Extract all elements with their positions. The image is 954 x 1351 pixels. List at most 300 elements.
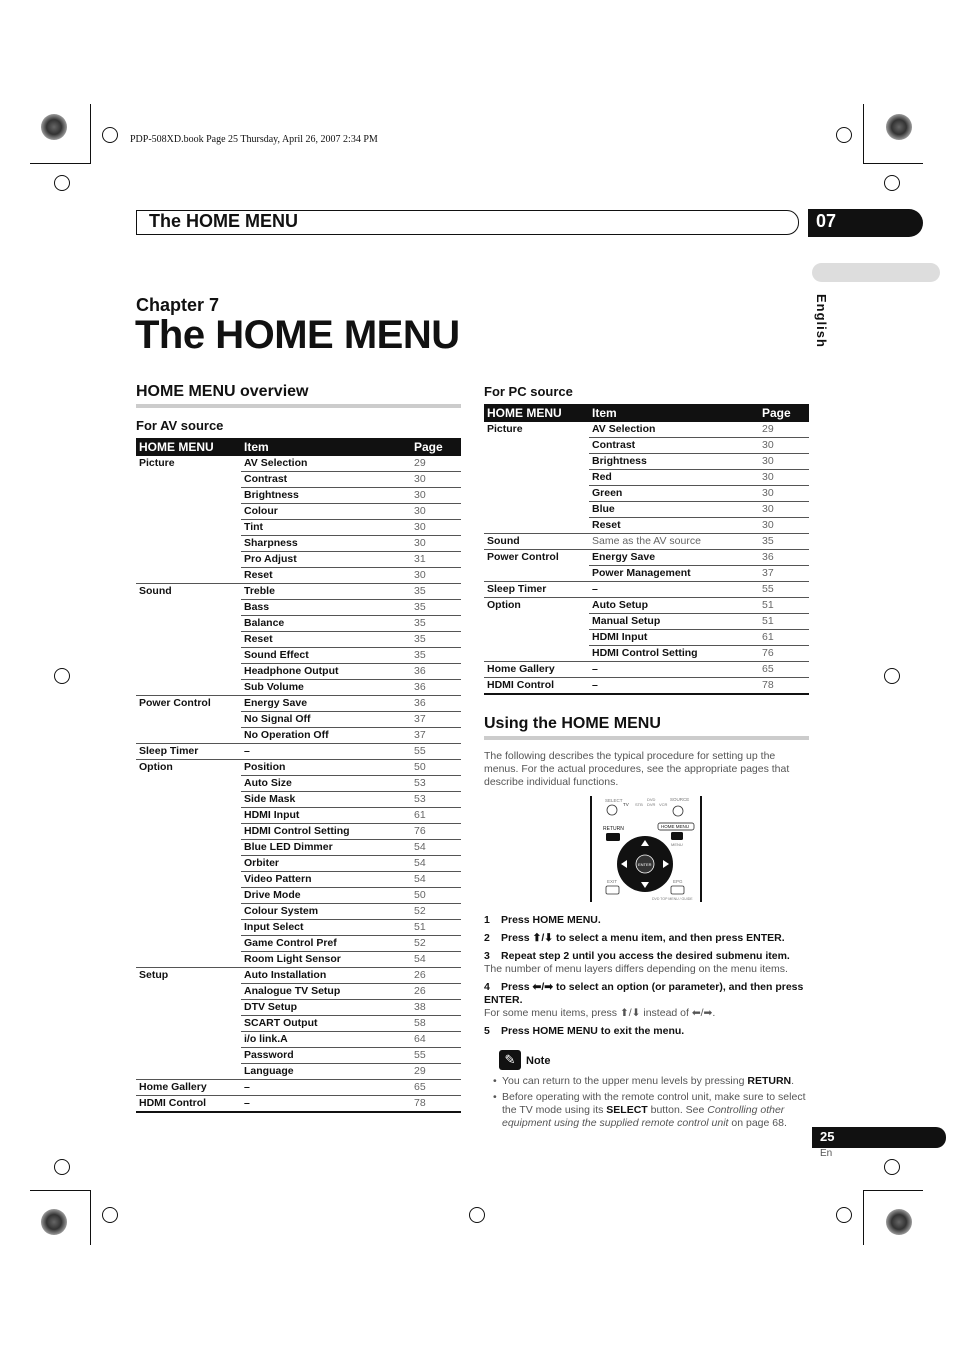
av-source-heading: For AV source	[136, 418, 224, 433]
page-ref: 35	[411, 600, 461, 616]
menu-item: –	[241, 744, 411, 760]
menu-category: Option	[484, 598, 589, 614]
page-ref: 30	[759, 454, 809, 470]
menu-item: Brightness	[241, 488, 411, 504]
registration-disc-icon	[41, 1209, 67, 1235]
registration-target-icon	[54, 668, 70, 684]
menu-item: Same as the AV source	[589, 534, 759, 550]
table-row	[484, 614, 809, 630]
menu-item: Sharpness	[241, 536, 411, 552]
book-info-line: PDP-508XD.book Page 25 Thursday, April 26, 2007 2:34 PM	[130, 134, 378, 145]
page-ref: 54	[411, 840, 461, 856]
page-ref: 65	[759, 662, 809, 678]
page-ref: 51	[759, 614, 809, 630]
page-ref: 78	[411, 1096, 461, 1113]
page-number-badge: 25	[812, 1127, 946, 1148]
table-row	[484, 534, 809, 550]
menu-item: Auto Installation	[241, 968, 411, 984]
remote-home-menu-label: HOME MENU	[661, 824, 689, 829]
menu-item: Colour System	[241, 904, 411, 920]
using-intro: The following describes the typical procedure for setting up the menus. For the actual procedures, see the appropriate pages that describe individual functions.	[484, 750, 790, 788]
menu-item: Manual Setup	[589, 614, 759, 630]
menu-item: Blue LED Dimmer	[241, 840, 411, 856]
menu-category	[136, 872, 241, 888]
page-ref: 35	[411, 584, 461, 600]
menu-category	[136, 1064, 241, 1080]
step-4-note: For some menu items, press ⬆/⬇ instead of ⬅/➡.	[484, 1007, 716, 1019]
note-bullets	[493, 1075, 809, 1130]
remote-control-illustration	[588, 794, 704, 904]
step-5: 5 Press HOME MENU to exit the menu.	[484, 1025, 685, 1037]
menu-item: HDMI Input	[241, 808, 411, 824]
menu-category	[136, 952, 241, 968]
home-menu-button-icon	[671, 832, 683, 840]
menu-item: DTV Setup	[241, 1000, 411, 1016]
menu-category	[136, 520, 241, 536]
crop-mark	[863, 1190, 864, 1245]
remote-dvd-label: DVD	[647, 797, 656, 802]
menu-category	[136, 984, 241, 1000]
menu-category: Home Gallery	[484, 662, 589, 678]
menu-item: SCART Output	[241, 1016, 411, 1032]
table-row	[484, 550, 809, 566]
menu-category	[484, 502, 589, 518]
menu-item: No Signal Off	[241, 712, 411, 728]
page-ref: 30	[411, 536, 461, 552]
page-ref: 50	[411, 760, 461, 776]
menu-item: Password	[241, 1048, 411, 1064]
steps-list	[484, 914, 809, 1038]
table-row	[136, 1048, 461, 1064]
menu-item: Auto Size	[241, 776, 411, 792]
return-button-icon	[606, 833, 620, 841]
page-ref: 31	[411, 552, 461, 568]
step-2: 2 Press ⬆/⬇ to select a menu item, and then press ENTER.	[484, 932, 785, 944]
page-ref: 36	[411, 696, 461, 712]
page-ref: 26	[411, 984, 461, 1000]
menu-category	[136, 600, 241, 616]
menu-item: Reset	[241, 632, 411, 648]
table-row	[136, 568, 461, 584]
menu-category: HDMI Control	[484, 678, 589, 695]
menu-category: Picture	[487, 423, 523, 435]
table-row	[136, 744, 461, 760]
menu-category	[136, 840, 241, 856]
table-row	[136, 664, 461, 680]
remote-enter-label: ENTER	[638, 862, 652, 867]
menu-item: Headphone Output	[241, 664, 411, 680]
page-title: The HOME MENU	[135, 313, 460, 357]
step-3: 3 Repeat step 2 until you access the desired submenu item.	[484, 950, 790, 962]
page-ref: 29	[759, 422, 809, 438]
column-header: Page	[759, 404, 809, 422]
menu-category: Sound	[484, 534, 589, 550]
page-ref: 30	[411, 504, 461, 520]
column-header: HOME MENU	[136, 438, 241, 456]
table-row	[136, 872, 461, 888]
menu-item: Language	[241, 1064, 411, 1080]
menu-item: Green	[589, 486, 759, 502]
registration-disc-icon	[41, 114, 67, 140]
menu-category	[484, 614, 589, 630]
registration-target-icon	[836, 1207, 852, 1223]
table-row	[136, 968, 461, 984]
crop-mark	[90, 104, 91, 164]
page-ref: 54	[411, 872, 461, 888]
menu-item: –	[589, 662, 759, 678]
table-row	[136, 824, 461, 840]
menu-category	[484, 486, 589, 502]
table-row	[484, 470, 809, 486]
registration-target-icon	[54, 175, 70, 191]
using-heading: Using the HOME MENU	[484, 715, 661, 732]
page-ref: 30	[411, 472, 461, 488]
menu-category	[136, 552, 241, 568]
table-row	[136, 504, 461, 520]
menu-category	[136, 568, 241, 584]
heading-rule	[136, 404, 461, 408]
menu-category	[136, 536, 241, 552]
registration-target-icon	[54, 1159, 70, 1175]
table-row	[136, 600, 461, 616]
table-row	[136, 1096, 461, 1113]
page-ref: 52	[411, 904, 461, 920]
overview-heading: HOME MENU overview	[136, 383, 309, 400]
page-ref: 78	[759, 678, 809, 695]
menu-item: HDMI Control Setting	[589, 646, 759, 662]
menu-category	[136, 632, 241, 648]
menu-item: –	[589, 582, 759, 598]
menu-category	[484, 438, 589, 454]
table-row	[136, 840, 461, 856]
crop-mark	[90, 1190, 91, 1245]
page-ref: 51	[759, 598, 809, 614]
menu-item: Power Management	[589, 566, 759, 582]
table-row	[136, 920, 461, 936]
table-row	[136, 760, 461, 776]
page-ref: 35	[411, 648, 461, 664]
step-3-note: The number of menu layers differs depending on the menu items.	[484, 963, 788, 975]
table-row	[136, 1000, 461, 1016]
menu-category	[484, 646, 589, 662]
remote-exit-label: EXIT	[607, 879, 618, 884]
menu-item: Sound Effect	[241, 648, 411, 664]
page-ref: 54	[411, 952, 461, 968]
crop-mark	[863, 163, 923, 164]
table-row	[136, 856, 461, 872]
page-ref: 35	[759, 534, 809, 550]
note-pencil-icon: ✎	[499, 1050, 521, 1070]
menu-item: Colour	[241, 504, 411, 520]
menu-category	[136, 776, 241, 792]
menu-category	[136, 472, 241, 488]
table-row	[136, 520, 461, 536]
page-ref: 36	[759, 550, 809, 566]
page-ref: 35	[411, 632, 461, 648]
page-language: En	[820, 1148, 833, 1159]
crop-mark	[30, 163, 90, 164]
menu-item: Analogue TV Setup	[241, 984, 411, 1000]
table-row	[136, 776, 461, 792]
table-row	[484, 486, 809, 502]
table-row	[484, 598, 809, 614]
page-ref: 37	[411, 712, 461, 728]
menu-item: Side Mask	[241, 792, 411, 808]
page-ref: 61	[411, 808, 461, 824]
menu-category	[136, 488, 241, 504]
page-ref: 30	[411, 520, 461, 536]
table-row	[484, 646, 809, 662]
remote-source-label: SOURCE	[670, 797, 690, 802]
table-row	[136, 936, 461, 952]
menu-category	[136, 680, 241, 696]
table-row	[484, 630, 809, 646]
crop-mark	[30, 1190, 90, 1191]
menu-category	[136, 1032, 241, 1048]
page-ref: 30	[411, 568, 461, 584]
pc-source-table	[484, 404, 809, 695]
registration-disc-icon	[886, 1209, 912, 1235]
menu-item: –	[589, 678, 759, 695]
table-row	[484, 518, 809, 534]
menu-item: Sub Volume	[241, 680, 411, 696]
page-ref: 36	[411, 680, 461, 696]
table-row	[136, 696, 461, 712]
menu-item: Energy Save	[241, 696, 411, 712]
av-source-table	[136, 438, 461, 1113]
table-row	[136, 1032, 461, 1048]
menu-category	[136, 824, 241, 840]
table-row	[136, 536, 461, 552]
menu-category	[136, 664, 241, 680]
page-ref: 53	[411, 776, 461, 792]
table-row	[484, 566, 809, 582]
table-row	[136, 728, 461, 744]
remote-menu-label: MENU	[671, 842, 683, 847]
menu-category	[136, 792, 241, 808]
table-row	[136, 472, 461, 488]
menu-item: Contrast	[241, 472, 411, 488]
pc-source-heading: For PC source	[484, 384, 573, 399]
remote-dvr-label: DVR	[647, 802, 656, 807]
page-ref: 64	[411, 1032, 461, 1048]
table-row	[136, 952, 461, 968]
menu-item: Reset	[589, 518, 759, 534]
menu-item: Brightness	[589, 454, 759, 470]
menu-item: Contrast	[589, 438, 759, 454]
menu-item: i/o link.A	[241, 1032, 411, 1048]
menu-category	[136, 728, 241, 744]
page-ref: 29	[411, 1064, 461, 1080]
page-ref: 36	[411, 664, 461, 680]
table-row	[484, 438, 809, 454]
menu-category	[136, 1000, 241, 1016]
page-ref: 35	[411, 616, 461, 632]
menu-item: Pro Adjust	[241, 552, 411, 568]
menu-item: Red	[589, 470, 759, 486]
table-row	[136, 488, 461, 504]
menu-item: Drive Mode	[241, 888, 411, 904]
registration-disc-icon	[886, 114, 912, 140]
page-ref: 54	[411, 856, 461, 872]
table-row	[136, 888, 461, 904]
step-1: 1 Press HOME MENU.	[484, 914, 601, 926]
page-ref: 37	[411, 728, 461, 744]
menu-category: Sleep Timer	[484, 582, 589, 598]
select-button-icon	[607, 805, 617, 815]
table-row	[136, 1016, 461, 1032]
page-ref: 30	[759, 486, 809, 502]
page-ref: 65	[411, 1080, 461, 1096]
page-ref: 58	[411, 1016, 461, 1032]
menu-item: Position	[241, 760, 411, 776]
menu-item: Auto Setup	[589, 598, 759, 614]
table-row	[136, 632, 461, 648]
remote-vcr-label: VCR	[659, 802, 668, 807]
table-row	[136, 808, 461, 824]
page-ref: 30	[759, 518, 809, 534]
remote-bottom-label: DVD TOP MENU / GUIDE	[652, 897, 693, 901]
table-row	[484, 678, 809, 695]
menu-item: Bass	[241, 600, 411, 616]
menu-category: Sleep Timer	[136, 744, 241, 760]
menu-item: Blue	[589, 502, 759, 518]
header-title: The HOME MENU	[149, 211, 299, 231]
table-row	[484, 454, 809, 470]
menu-item: –	[241, 1080, 411, 1096]
table-row	[484, 582, 809, 598]
table-row	[136, 648, 461, 664]
menu-category	[484, 630, 589, 646]
menu-category: Setup	[136, 968, 241, 984]
menu-category	[484, 470, 589, 486]
table-row	[136, 680, 461, 696]
menu-item: Video Pattern	[241, 872, 411, 888]
menu-category: Sound	[136, 584, 241, 600]
menu-category: Power Control	[484, 550, 589, 566]
registration-target-icon	[884, 175, 900, 191]
menu-category: Home Gallery	[136, 1080, 241, 1096]
menu-category: Picture	[139, 457, 175, 469]
menu-category: Option	[136, 760, 241, 776]
page-ref: 55	[411, 1048, 461, 1064]
menu-category	[136, 504, 241, 520]
menu-item: HDMI Control Setting	[241, 824, 411, 840]
menu-category	[136, 904, 241, 920]
registration-target-icon	[884, 668, 900, 684]
menu-item: Input Select	[241, 920, 411, 936]
page-ref: 50	[411, 888, 461, 904]
page-ref: 61	[759, 630, 809, 646]
crop-mark	[863, 1190, 923, 1191]
page-ref: 29	[411, 456, 461, 472]
table-row	[136, 712, 461, 728]
page-ref: 30	[411, 488, 461, 504]
epg-button-icon	[671, 886, 684, 894]
page-ref: 30	[759, 470, 809, 486]
remote-epg-label: EPG	[673, 879, 683, 884]
table-row	[484, 662, 809, 678]
column-header: Item	[241, 438, 411, 456]
menu-category	[136, 888, 241, 904]
menu-category: Power Control	[136, 696, 241, 712]
page-ref: 52	[411, 936, 461, 952]
menu-category	[136, 1048, 241, 1064]
remote-select-label: SELECT	[605, 798, 623, 803]
menu-item: Energy Save	[589, 550, 759, 566]
menu-item: AV Selection	[589, 422, 759, 438]
menu-category	[484, 566, 589, 582]
table-row	[136, 616, 461, 632]
crop-mark	[863, 104, 864, 164]
page-ref: 76	[759, 646, 809, 662]
chapter-label: Chapter 7	[136, 295, 220, 315]
menu-item: HDMI Input	[589, 630, 759, 646]
note-bullet-1: • You can return to the upper menu levels by pressing RETURN.	[493, 1075, 795, 1087]
language-tab	[812, 263, 940, 282]
table-row	[136, 984, 461, 1000]
registration-target-icon	[884, 1159, 900, 1175]
column-header: Page	[411, 438, 461, 456]
table-row	[136, 792, 461, 808]
heading-rule	[484, 736, 809, 740]
chapter-number-badge: 07	[808, 209, 923, 237]
menu-category	[136, 808, 241, 824]
menu-item: Reset	[241, 568, 411, 584]
menu-category	[484, 518, 589, 534]
note-heading: Note	[526, 1055, 551, 1067]
menu-item: No Operation Off	[241, 728, 411, 744]
menu-category: HDMI Control	[136, 1096, 241, 1113]
menu-item: Balance	[241, 616, 411, 632]
menu-category	[136, 920, 241, 936]
menu-item: Room Light Sensor	[241, 952, 411, 968]
page-ref: 55	[759, 582, 809, 598]
menu-item: Orbiter	[241, 856, 411, 872]
menu-item: Treble	[241, 584, 411, 600]
power-button-icon	[673, 806, 683, 816]
page-ref: 55	[411, 744, 461, 760]
step-4: 4 Press ⬅/➡ to select an option (or parameter), and then press ENTER.	[484, 981, 804, 1006]
note-bullet-2: • Before operating with the remote control unit, make sure to select the TV mode using its SELECT button. See Controlling other equipment using the supplied remote control unit on page 68.	[493, 1091, 806, 1129]
remote-return-label: RETURN	[603, 826, 624, 832]
exit-button-icon	[606, 886, 619, 894]
menu-category	[484, 454, 589, 470]
menu-category	[136, 1016, 241, 1032]
menu-category	[136, 616, 241, 632]
table-row	[136, 1064, 461, 1080]
page-ref: 51	[411, 920, 461, 936]
menu-item: Game Control Pref	[241, 936, 411, 952]
remote-tv-label: TV	[623, 802, 629, 807]
page-ref: 38	[411, 1000, 461, 1016]
page-ref: 53	[411, 792, 461, 808]
registration-target-icon	[102, 127, 118, 143]
menu-item: AV Selection	[241, 456, 411, 472]
table-row	[484, 422, 809, 438]
table-row	[136, 456, 461, 472]
registration-target-icon	[469, 1207, 485, 1223]
page-ref: 30	[759, 502, 809, 518]
table-row	[136, 1080, 461, 1096]
page-ref: 30	[759, 438, 809, 454]
registration-target-icon	[102, 1207, 118, 1223]
registration-target-icon	[836, 127, 852, 143]
menu-category	[136, 936, 241, 952]
table-row	[136, 904, 461, 920]
menu-category	[136, 712, 241, 728]
column-header: HOME MENU	[484, 404, 589, 422]
